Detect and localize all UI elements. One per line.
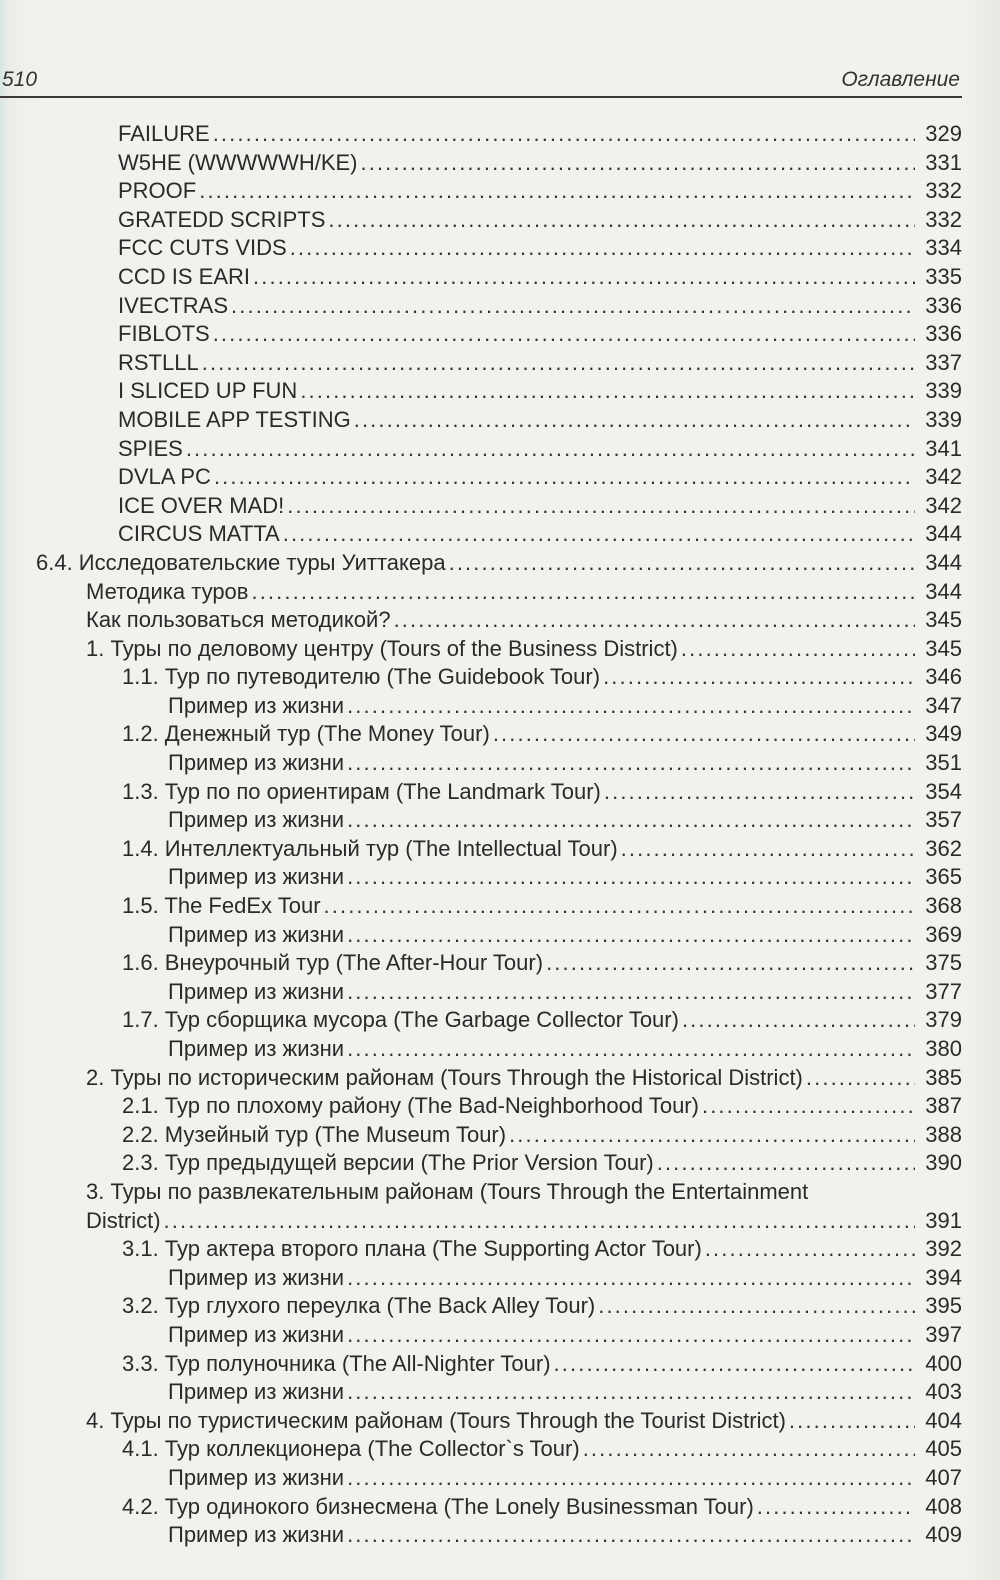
toc-entry bbox=[0, 549, 970, 578]
toc-entry-title: Пример из жизни bbox=[168, 1522, 345, 1548]
toc-entry bbox=[0, 806, 970, 835]
toc-entry-title: 1.4. Интеллектуальный тур (The Intellectual Tour) bbox=[122, 835, 618, 861]
toc-entry-title: CCD IS EARI bbox=[118, 263, 251, 289]
dot-leader bbox=[214, 463, 915, 492]
toc-entry bbox=[0, 635, 970, 664]
toc-entry-title: 3.2. Тур глухого переулка (The Back Alley Tour) bbox=[122, 1293, 596, 1319]
toc-entry bbox=[0, 863, 970, 892]
toc-entry bbox=[0, 1207, 970, 1236]
toc-entry-title: 1.7. Тур сборщика мусора (The Garbage Collector Tour) bbox=[122, 1007, 679, 1033]
toc-entry-page: 351 bbox=[925, 750, 962, 776]
toc-entry-page: 346 bbox=[925, 664, 962, 690]
toc-entry bbox=[0, 177, 970, 206]
toc-entry-page: 362 bbox=[925, 835, 962, 861]
toc-entry bbox=[0, 234, 970, 263]
dot-leader bbox=[546, 949, 915, 978]
toc-entry-title: CIRCUS MATTA bbox=[118, 521, 280, 547]
page-header bbox=[0, 62, 962, 98]
toc-entry bbox=[0, 949, 970, 978]
toc-entry-title: 6.4. Исследовательские туры Уиттакера bbox=[36, 549, 446, 575]
toc-entry bbox=[0, 921, 970, 950]
toc-entry-page: 375 bbox=[925, 950, 962, 976]
toc-entry bbox=[0, 1521, 970, 1550]
dot-leader bbox=[253, 263, 915, 292]
toc-entry-page: 403 bbox=[925, 1379, 962, 1405]
toc-entry-title: Пример из жизни bbox=[168, 807, 345, 833]
dot-leader bbox=[347, 749, 915, 778]
toc-entry-page: 339 bbox=[925, 406, 962, 432]
toc-entry bbox=[0, 1006, 970, 1035]
dot-leader bbox=[290, 234, 915, 263]
dot-leader bbox=[361, 149, 916, 178]
toc-entry bbox=[0, 1035, 970, 1064]
dot-leader bbox=[347, 1035, 915, 1064]
toc-entry bbox=[0, 1321, 970, 1350]
dot-leader bbox=[347, 921, 915, 950]
dot-leader bbox=[347, 978, 915, 1007]
toc-entry-page: 344 bbox=[925, 521, 962, 547]
toc-entry-page: 345 bbox=[925, 607, 962, 633]
dot-leader bbox=[186, 435, 915, 464]
toc-entry bbox=[0, 120, 970, 149]
toc-entry-title: Пример из жизни bbox=[168, 692, 345, 718]
toc-entry-title: PROOF bbox=[118, 178, 197, 204]
toc-entry-title: IVECTRAS bbox=[118, 292, 229, 318]
toc-entry bbox=[0, 692, 970, 721]
dot-leader bbox=[347, 806, 915, 835]
toc-entry bbox=[0, 349, 970, 378]
toc-entry-title: 3.1. Тур актера второго плана (The Supporting Actor Tour) bbox=[122, 1236, 702, 1262]
toc-entry-page: 354 bbox=[925, 778, 962, 804]
toc-entry-title: Пример из жизни bbox=[168, 1264, 345, 1290]
dot-leader bbox=[603, 663, 915, 692]
toc-entry bbox=[0, 1350, 970, 1379]
dot-leader bbox=[806, 1064, 915, 1093]
toc-entry bbox=[0, 149, 970, 178]
toc-entry-page: 357 bbox=[925, 807, 962, 833]
toc-entry-title: GRATEDD SCRIPTS bbox=[118, 206, 326, 232]
toc-entry bbox=[0, 1435, 970, 1464]
dot-leader bbox=[199, 177, 915, 206]
toc-entry-title: DVLA PC bbox=[118, 464, 211, 490]
dot-leader bbox=[347, 1521, 915, 1550]
toc-entry bbox=[0, 435, 970, 464]
toc-entry-page: 388 bbox=[925, 1121, 962, 1147]
toc-entry-page: 335 bbox=[925, 263, 962, 289]
toc-entry bbox=[0, 663, 970, 692]
dot-leader bbox=[702, 1092, 915, 1121]
toc-entry bbox=[0, 1235, 970, 1264]
dot-leader bbox=[202, 349, 915, 378]
toc-entry-title: 1.1. Тур по путеводителю (The Guidebook Tour) bbox=[122, 664, 601, 690]
toc-entry-page: 345 bbox=[925, 635, 962, 661]
toc-entry-title: 4. Туры по туристическим районам (Tours Through the Tourist District) bbox=[86, 1407, 786, 1433]
toc-entry-page: 400 bbox=[925, 1350, 962, 1376]
toc-entry-page: 344 bbox=[925, 549, 962, 575]
dot-leader bbox=[347, 1464, 915, 1493]
toc-entry-page: 394 bbox=[925, 1264, 962, 1290]
toc-entry-title: 1.5. The FedEx Tour bbox=[122, 893, 321, 919]
toc-entry bbox=[0, 749, 970, 778]
toc-entry-page: 387 bbox=[925, 1093, 962, 1119]
dot-leader bbox=[287, 492, 915, 521]
dot-leader bbox=[347, 692, 915, 721]
dot-leader bbox=[324, 892, 915, 921]
toc-entry bbox=[0, 978, 970, 1007]
toc-entry-page: 409 bbox=[925, 1522, 962, 1548]
toc-entry-title: 1.2. Денежный тур (The Money Tour) bbox=[122, 721, 490, 747]
toc-entry-title: Пример из жизни bbox=[168, 750, 345, 776]
toc-entry bbox=[0, 463, 970, 492]
toc-entry bbox=[0, 1493, 970, 1522]
toc-entry bbox=[0, 606, 970, 635]
toc-entry bbox=[0, 1292, 970, 1321]
dot-leader bbox=[509, 1121, 915, 1150]
toc-entry bbox=[0, 1149, 970, 1178]
toc-entry-page: 408 bbox=[925, 1493, 962, 1519]
toc-entry-title: ICE OVER MAD! bbox=[118, 492, 285, 518]
toc-entry-page: 339 bbox=[925, 378, 962, 404]
toc-entry bbox=[0, 1121, 970, 1150]
dot-leader bbox=[757, 1493, 915, 1522]
toc-entry bbox=[0, 1264, 970, 1293]
toc-entry bbox=[0, 1378, 970, 1407]
toc-entry-title: Пример из жизни bbox=[168, 864, 345, 890]
toc-entry-title: 2. Туры по историческим районам (Tours Through the Historical District) bbox=[86, 1064, 803, 1090]
toc-entry-page: 336 bbox=[925, 321, 962, 347]
toc-entry-title: Пример из жизни bbox=[168, 1321, 345, 1347]
dot-leader bbox=[347, 863, 915, 892]
dot-leader bbox=[347, 1321, 915, 1350]
dot-leader bbox=[300, 377, 915, 406]
toc-entry-title: 2.3. Тур предыдущей версии (The Prior Version Tour) bbox=[122, 1150, 654, 1176]
toc-entry-title: 1. Туры по деловому центру (Tours of the Business District) bbox=[86, 635, 678, 661]
toc-entry-title: 2.2. Музейный тур (The Museum Tour) bbox=[122, 1121, 507, 1147]
toc-entry-page: 407 bbox=[925, 1464, 962, 1490]
dot-leader bbox=[657, 1149, 915, 1178]
toc-entry-page: 334 bbox=[925, 235, 962, 261]
toc-entry-title: Пример из жизни bbox=[168, 1036, 345, 1061]
toc-entry-title: 3. Туры по развлекательным районам (Tours Through the Entertainment bbox=[86, 1178, 809, 1204]
toc-entry-page: 342 bbox=[925, 492, 962, 518]
toc-entry-page: 365 bbox=[925, 864, 962, 890]
toc-entry-page: 331 bbox=[925, 149, 962, 175]
dot-leader bbox=[213, 120, 915, 149]
toc-entry-title: Пример из жизни bbox=[168, 1379, 345, 1405]
dot-leader bbox=[347, 1264, 915, 1293]
toc-entry bbox=[0, 206, 970, 235]
toc-entry bbox=[0, 263, 970, 292]
toc-entry-title: I SLICED UP FUN bbox=[118, 378, 298, 404]
dot-leader bbox=[598, 1292, 915, 1321]
dot-leader bbox=[449, 549, 915, 578]
toc-entry-title: 1.3. Тур по по ориентирам (The Landmark Tour) bbox=[122, 778, 601, 804]
toc-entry-title: Пример из жизни bbox=[168, 1464, 345, 1490]
dot-leader bbox=[493, 720, 915, 749]
toc-entry-page: 379 bbox=[925, 1007, 962, 1033]
toc-entry bbox=[0, 1092, 970, 1121]
dot-leader bbox=[681, 635, 915, 664]
toc-entry-page: 404 bbox=[925, 1407, 962, 1433]
toc-entry bbox=[0, 1407, 970, 1436]
toc-entry-page: 385 bbox=[925, 1064, 962, 1090]
toc-entry-page: 347 bbox=[925, 692, 962, 718]
dot-leader bbox=[283, 520, 915, 549]
toc-entry-title: 4.2. Тур одинокого бизнесмена (The Lonely Businessman Tour) bbox=[122, 1493, 754, 1519]
toc-entry-title: W5HE (WWWWWH/KE) bbox=[118, 149, 358, 175]
dot-leader bbox=[164, 1207, 915, 1236]
toc-entry-page: 329 bbox=[925, 121, 962, 146]
toc-entry bbox=[0, 778, 970, 807]
dot-leader bbox=[789, 1407, 915, 1436]
toc-entry-page: 342 bbox=[925, 464, 962, 490]
toc-entry bbox=[0, 720, 970, 749]
toc-entry bbox=[0, 520, 970, 549]
toc-entry-title: 3.3. Тур полуночника (The All-Nighter Tour) bbox=[122, 1350, 551, 1376]
dot-leader bbox=[583, 1435, 915, 1464]
toc-entry-title: MOBILE APP TESTING bbox=[118, 406, 351, 432]
dot-leader bbox=[554, 1350, 915, 1379]
toc-entry-title: District) bbox=[86, 1207, 161, 1233]
dot-leader bbox=[251, 578, 915, 607]
toc-entry-title: SPIES bbox=[118, 435, 183, 461]
toc-entry bbox=[0, 1464, 970, 1493]
dot-leader bbox=[231, 292, 915, 321]
toc-entry-title: FIBLOTS bbox=[118, 321, 210, 347]
toc-entry-page: 369 bbox=[925, 921, 962, 947]
dot-leader bbox=[394, 606, 915, 635]
toc-entry-title: Как пользоваться методикой? bbox=[86, 607, 391, 633]
dot-leader bbox=[213, 320, 915, 349]
toc-entry-page: 405 bbox=[925, 1436, 962, 1462]
toc-entry-title: Методика туров bbox=[86, 578, 249, 604]
table-of-contents bbox=[0, 120, 970, 1550]
toc-entry-title: Пример из жизни bbox=[168, 978, 345, 1004]
page-number: 510 bbox=[2, 68, 38, 91]
toc-entry-page: 391 bbox=[925, 1207, 962, 1233]
toc-entry-page: 392 bbox=[925, 1236, 962, 1262]
toc-entry bbox=[0, 892, 970, 921]
toc-entry-page: 377 bbox=[925, 978, 962, 1004]
toc-entry-page: 390 bbox=[925, 1150, 962, 1176]
toc-entry bbox=[0, 492, 970, 521]
toc-entry-page: 395 bbox=[925, 1293, 962, 1319]
toc-entry bbox=[0, 377, 970, 406]
dot-leader bbox=[604, 778, 915, 807]
dot-leader bbox=[347, 1378, 915, 1407]
dot-leader bbox=[682, 1006, 915, 1035]
toc-entry-page: 344 bbox=[925, 578, 962, 604]
toc-entry-title: FCC CUTS VIDS bbox=[118, 235, 287, 261]
toc-entry bbox=[0, 320, 970, 349]
toc-entry-page: 332 bbox=[925, 178, 962, 204]
toc-entry-page: 332 bbox=[925, 206, 962, 232]
toc-entry bbox=[0, 835, 970, 864]
toc-entry-title: FAILURE bbox=[118, 121, 210, 146]
toc-entry-page: 336 bbox=[925, 292, 962, 318]
toc-entry-title: Пример из жизни bbox=[168, 921, 345, 947]
toc-entry-page: 341 bbox=[925, 435, 962, 461]
toc-entry bbox=[0, 1178, 970, 1207]
toc-entry-title: 1.6. Внеурочный тур (The After-Hour Tour) bbox=[122, 950, 544, 976]
toc-entry bbox=[0, 406, 970, 435]
toc-entry-page: 380 bbox=[925, 1036, 962, 1061]
toc-entry bbox=[0, 1064, 970, 1093]
toc-entry bbox=[0, 292, 970, 321]
toc-entry-title: RSTLLL bbox=[118, 349, 199, 375]
toc-entry-title: 4.1. Тур коллекционера (The Collector`s Tour) bbox=[122, 1436, 580, 1462]
toc-entry-page: 397 bbox=[925, 1321, 962, 1347]
toc-entry-page: 349 bbox=[925, 721, 962, 747]
toc-entry bbox=[0, 578, 970, 607]
dot-leader bbox=[621, 835, 915, 864]
toc-entry-title: 2.1. Тур по плохому району (The Bad-Neighborhood Tour) bbox=[122, 1093, 699, 1119]
dot-leader bbox=[354, 406, 915, 435]
toc-entry-page: 368 bbox=[925, 893, 962, 919]
dot-leader bbox=[705, 1235, 915, 1264]
toc-entry-page: 337 bbox=[925, 349, 962, 375]
running-title: Оглавление bbox=[841, 68, 960, 91]
dot-leader bbox=[328, 206, 915, 235]
